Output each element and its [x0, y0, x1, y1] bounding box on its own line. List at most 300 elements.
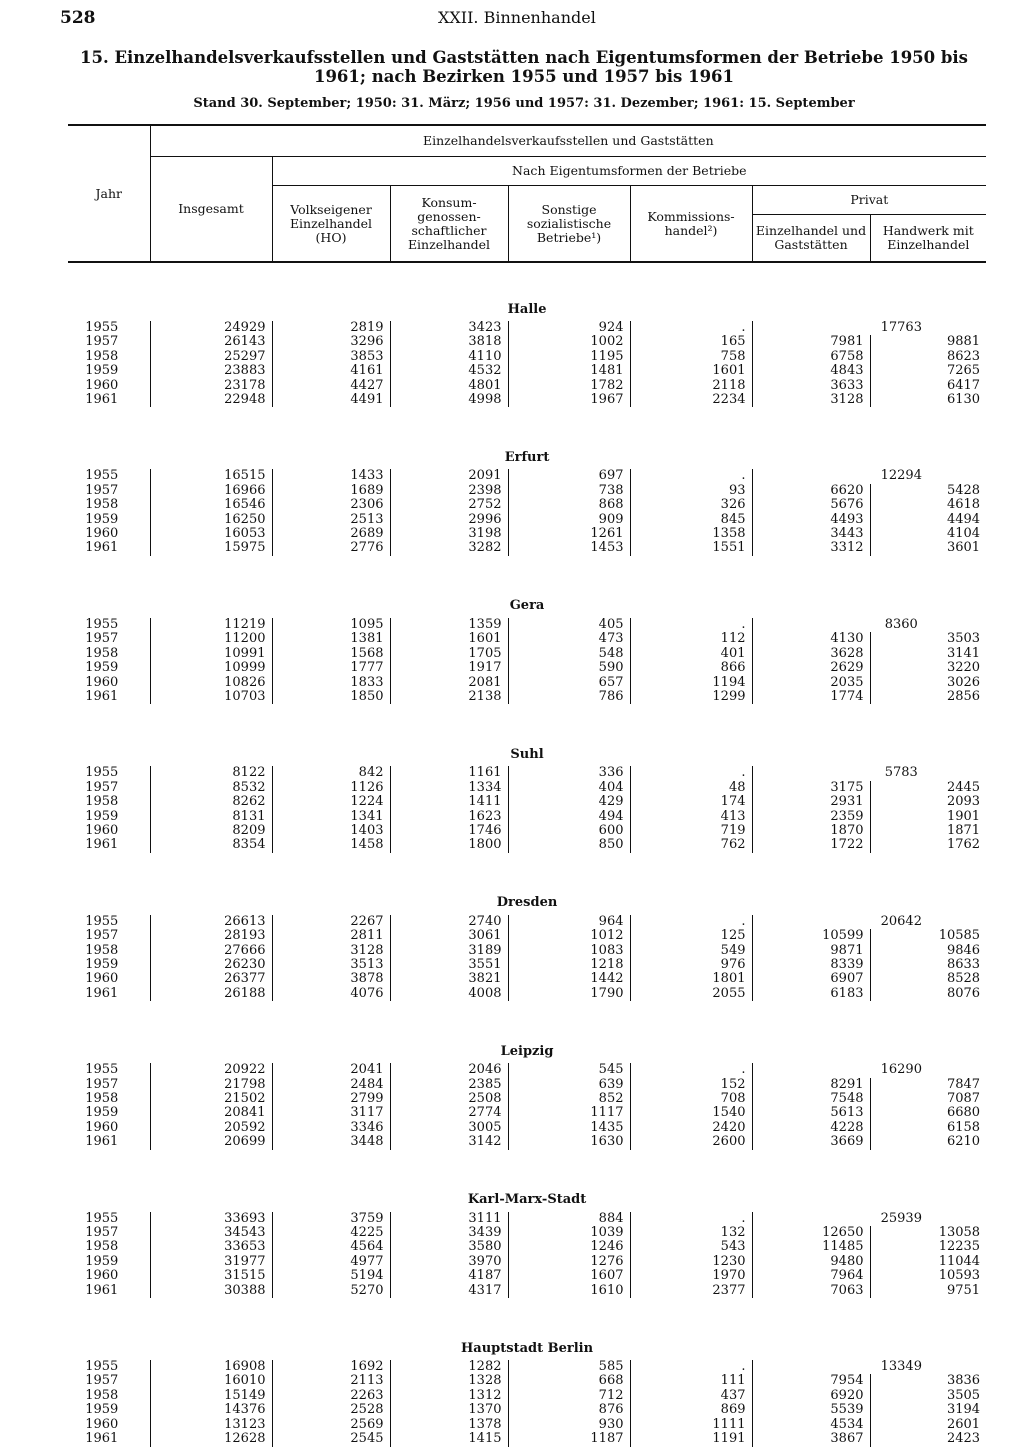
- cell-privat-einzelhandel: 8291: [752, 1078, 870, 1092]
- cell-kommission: 1551: [630, 541, 752, 555]
- cell-sozial: 404: [508, 781, 630, 795]
- header-sozial: Sonstige sozialistische Betriebe¹): [508, 186, 630, 263]
- cell-year: 1961: [85, 392, 119, 408]
- region-header-row: [68, 293, 986, 321]
- cell-sozial: 1039: [508, 1226, 630, 1240]
- table-row: [68, 335, 986, 349]
- statistics-table: [68, 124, 986, 1447]
- cell-year: 1958: [85, 497, 119, 513]
- cell-privat-einzelhandel: 8339: [752, 958, 870, 972]
- cell-privat-handwerk: 8623: [870, 350, 986, 364]
- cell-ho: 2263: [272, 1389, 390, 1403]
- cell-insgesamt: 10703: [150, 690, 272, 704]
- cell-year: 1955: [85, 913, 119, 929]
- cell-insgesamt: 20841: [150, 1106, 272, 1120]
- cell-insgesamt: 23178: [150, 379, 272, 393]
- header-group-privat: Privat: [752, 186, 986, 215]
- cell-privat-total: 16290: [752, 1063, 986, 1077]
- cell-konsum: 3551: [390, 958, 508, 972]
- table-row: [68, 541, 986, 555]
- cell-privat-handwerk: 1762: [870, 838, 986, 852]
- table-row: [68, 527, 986, 541]
- cell-kommission: 2234: [630, 393, 752, 407]
- cell-privat-handwerk: 12235: [870, 1240, 986, 1254]
- cell-privat-handwerk: 1901: [870, 810, 986, 824]
- table-row: [68, 350, 986, 364]
- cell-kommission: 2600: [630, 1135, 752, 1149]
- cell-ho: 1433: [272, 469, 390, 483]
- table-row: [68, 1063, 986, 1077]
- cell-sozial: 600: [508, 824, 630, 838]
- cell-ho: 1458: [272, 838, 390, 852]
- cell-insgesamt: 16010: [150, 1374, 272, 1388]
- cell-sozial: 868: [508, 498, 630, 512]
- table-title: 15. Einzelhandelsverkaufsstellen und Gaststätten nach Eigentumsformen der Betriebe 1950 bis 1961; nach Bezirken 1955 und 1957 bis 1961: [80, 48, 968, 86]
- cell-year: 1958: [85, 348, 119, 364]
- cell-kommission: 165: [630, 335, 752, 349]
- cell-kommission: 111: [630, 1374, 752, 1388]
- cell-sozial: 1782: [508, 379, 630, 393]
- cell-privat-handwerk: 7087: [870, 1092, 986, 1106]
- cell-konsum: 3970: [390, 1255, 508, 1269]
- cell-ho: 4977: [272, 1255, 390, 1269]
- cell-privat-total: 8360: [752, 618, 986, 632]
- cell-kommission: 869: [630, 1403, 752, 1417]
- cell-kommission: .: [630, 1360, 752, 1374]
- cell-insgesamt: 33693: [150, 1212, 272, 1226]
- cell-year: 1958: [85, 1239, 119, 1255]
- cell-konsum: 1359: [390, 618, 508, 632]
- cell-privat-total: 12294: [752, 469, 986, 483]
- cell-sozial: 1012: [508, 929, 630, 943]
- region-header-row: [68, 1332, 986, 1360]
- table-row: [68, 364, 986, 378]
- cell-year: 1957: [85, 482, 119, 498]
- cell-insgesamt: 26613: [150, 915, 272, 929]
- cell-konsum: 1623: [390, 810, 508, 824]
- cell-insgesamt: 26230: [150, 958, 272, 972]
- cell-privat-handwerk: 1871: [870, 824, 986, 838]
- cell-sozial: 1117: [508, 1106, 630, 1120]
- cell-privat-einzelhandel: 3628: [752, 647, 870, 661]
- cell-konsum: 4317: [390, 1284, 508, 1298]
- cell-kommission: 708: [630, 1092, 752, 1106]
- table-row: [68, 321, 986, 335]
- region-spacer: [68, 262, 986, 293]
- cell-insgesamt: 31515: [150, 1269, 272, 1283]
- header-jahr: Jahr: [68, 125, 150, 262]
- cell-ho: 3117: [272, 1106, 390, 1120]
- cell-kommission: 48: [630, 781, 752, 795]
- cell-konsum: 1705: [390, 647, 508, 661]
- cell-ho: 1777: [272, 661, 390, 675]
- cell-insgesamt: 20699: [150, 1135, 272, 1149]
- table-row: [68, 1092, 986, 1106]
- cell-year: 1960: [85, 526, 119, 542]
- cell-privat-einzelhandel: 3443: [752, 527, 870, 541]
- table-row: [68, 824, 986, 838]
- cell-sozial: 712: [508, 1389, 630, 1403]
- cell-konsum: 3061: [390, 929, 508, 943]
- cell-privat-einzelhandel: 10599: [752, 929, 870, 943]
- cell-privat-handwerk: 3503: [870, 632, 986, 646]
- cell-year: 1959: [85, 511, 119, 527]
- cell-privat-handwerk: 13058: [870, 1226, 986, 1240]
- cell-ho: 2811: [272, 929, 390, 943]
- table-row: [68, 469, 986, 483]
- cell-kommission: 1601: [630, 364, 752, 378]
- table-row: [68, 1403, 986, 1417]
- cell-insgesamt: 15975: [150, 541, 272, 555]
- cell-year: 1961: [85, 1282, 119, 1298]
- cell-kommission: 1299: [630, 690, 752, 704]
- cell-insgesamt: 26143: [150, 335, 272, 349]
- cell-ho: 1095: [272, 618, 390, 632]
- cell-kommission: 152: [630, 1078, 752, 1092]
- cell-insgesamt: 34543: [150, 1226, 272, 1240]
- cell-privat-handwerk: 9751: [870, 1284, 986, 1298]
- cell-privat-einzelhandel: 4843: [752, 364, 870, 378]
- cell-privat-einzelhandel: 2629: [752, 661, 870, 675]
- cell-konsum: 1282: [390, 1360, 508, 1374]
- cell-sozial: 1435: [508, 1121, 630, 1135]
- cell-sozial: 473: [508, 632, 630, 646]
- cell-konsum: 4532: [390, 364, 508, 378]
- cell-konsum: 3821: [390, 972, 508, 986]
- cell-year: 1957: [85, 779, 119, 795]
- cell-year: 1957: [85, 334, 119, 350]
- region-header-row: [68, 590, 986, 618]
- cell-ho: 5194: [272, 1269, 390, 1283]
- cell-sozial: 1453: [508, 541, 630, 555]
- cell-ho: 3878: [272, 972, 390, 986]
- cell-ho: 842: [272, 766, 390, 780]
- cell-year: 1960: [85, 822, 119, 838]
- cell-year: 1961: [85, 1431, 119, 1447]
- table-row: [68, 1078, 986, 1092]
- cell-year: 1959: [85, 660, 119, 676]
- cell-ho: 4161: [272, 364, 390, 378]
- cell-sozial: 1187: [508, 1432, 630, 1446]
- cell-ho: 2819: [272, 321, 390, 335]
- cell-konsum: 3142: [390, 1135, 508, 1149]
- header-insgesamt: Insgesamt: [150, 157, 272, 263]
- header-ho: Volkseigener Einzelhandel (HO): [272, 186, 390, 263]
- cell-sozial: 1002: [508, 335, 630, 349]
- cell-kommission: .: [630, 1063, 752, 1077]
- cell-privat-einzelhandel: 3128: [752, 393, 870, 407]
- cell-year: 1958: [85, 645, 119, 661]
- cell-ho: 1341: [272, 810, 390, 824]
- cell-year: 1960: [85, 1416, 119, 1432]
- cell-privat-handwerk: 5428: [870, 484, 986, 498]
- table-row: [68, 1106, 986, 1120]
- cell-privat-einzelhandel: 7063: [752, 1284, 870, 1298]
- cell-insgesamt: 16546: [150, 498, 272, 512]
- cell-privat-einzelhandel: 5539: [752, 1403, 870, 1417]
- cell-year: 1961: [85, 985, 119, 1001]
- cell-year: 1955: [85, 616, 119, 632]
- cell-insgesamt: 22948: [150, 393, 272, 407]
- header-group-main: Einzelhandelsverkaufsstellen und Gaststätten: [150, 125, 986, 157]
- cell-privat-einzelhandel: 4228: [752, 1121, 870, 1135]
- cell-privat-einzelhandel: 4493: [752, 513, 870, 527]
- cell-insgesamt: 16966: [150, 484, 272, 498]
- cell-kommission: .: [630, 618, 752, 632]
- table-row: [68, 1255, 986, 1269]
- table-row: [68, 1432, 986, 1446]
- table-row: [68, 647, 986, 661]
- cell-privat-handwerk: 3194: [870, 1403, 986, 1417]
- region-header-row: [68, 441, 986, 469]
- cell-konsum: 3111: [390, 1212, 508, 1226]
- cell-konsum: 4998: [390, 393, 508, 407]
- cell-privat-total: 25939: [752, 1212, 986, 1226]
- region-spacer: [68, 704, 986, 738]
- cell-privat-einzelhandel: 2035: [752, 676, 870, 690]
- cell-konsum: 1378: [390, 1418, 508, 1432]
- cell-sozial: 1630: [508, 1135, 630, 1149]
- cell-insgesamt: 10999: [150, 661, 272, 675]
- cell-privat-handwerk: 7265: [870, 364, 986, 378]
- table-row: [68, 1269, 986, 1283]
- cell-ho: 1224: [272, 795, 390, 809]
- cell-konsum: 2774: [390, 1106, 508, 1120]
- cell-sozial: 1218: [508, 958, 630, 972]
- cell-ho: 4427: [272, 379, 390, 393]
- cell-konsum: 4008: [390, 987, 508, 1001]
- cell-kommission: .: [630, 915, 752, 929]
- cell-insgesamt: 13123: [150, 1418, 272, 1432]
- table-row: [68, 766, 986, 780]
- cell-konsum: 1334: [390, 781, 508, 795]
- table-row: [68, 781, 986, 795]
- table-row: [68, 1226, 986, 1240]
- header-konsum: Konsum-genossen-schaftlicher Einzelhandel: [390, 186, 508, 263]
- cell-year: 1961: [85, 837, 119, 853]
- cell-ho: 2484: [272, 1078, 390, 1092]
- cell-ho: 1850: [272, 690, 390, 704]
- cell-privat-handwerk: 2445: [870, 781, 986, 795]
- cell-kommission: 976: [630, 958, 752, 972]
- cell-privat-handwerk: 2423: [870, 1432, 986, 1446]
- cell-insgesamt: 8122: [150, 766, 272, 780]
- cell-ho: 2113: [272, 1374, 390, 1388]
- cell-insgesamt: 10826: [150, 676, 272, 690]
- cell-privat-einzelhandel: 6920: [752, 1389, 870, 1403]
- cell-privat-handwerk: 3220: [870, 661, 986, 675]
- cell-konsum: 3005: [390, 1121, 508, 1135]
- cell-kommission: 326: [630, 498, 752, 512]
- cell-year: 1959: [85, 1402, 119, 1418]
- cell-insgesamt: 8209: [150, 824, 272, 838]
- cell-privat-handwerk: 8633: [870, 958, 986, 972]
- cell-privat-total: 17763: [752, 321, 986, 335]
- cell-privat-handwerk: 10585: [870, 929, 986, 943]
- cell-sozial: 909: [508, 513, 630, 527]
- cell-privat-einzelhandel: 9480: [752, 1255, 870, 1269]
- cell-konsum: 1746: [390, 824, 508, 838]
- cell-kommission: 1111: [630, 1418, 752, 1432]
- cell-insgesamt: 31977: [150, 1255, 272, 1269]
- cell-sozial: 697: [508, 469, 630, 483]
- table-row: [68, 1360, 986, 1374]
- cell-sozial: 585: [508, 1360, 630, 1374]
- cell-privat-handwerk: 4104: [870, 527, 986, 541]
- cell-privat-einzelhandel: 6183: [752, 987, 870, 1001]
- cell-privat-einzelhandel: 3312: [752, 541, 870, 555]
- cell-insgesamt: 27666: [150, 944, 272, 958]
- cell-konsum: 2091: [390, 469, 508, 483]
- region-spacer: [68, 556, 986, 590]
- cell-privat-handwerk: 6130: [870, 393, 986, 407]
- cell-insgesamt: 20922: [150, 1063, 272, 1077]
- section-title: XXII. Binnenhandel: [438, 8, 596, 27]
- table-row: [68, 661, 986, 675]
- cell-ho: 2545: [272, 1432, 390, 1446]
- cell-year: 1958: [85, 1091, 119, 1106]
- table-row: [68, 1121, 986, 1135]
- cell-year: 1955: [85, 1359, 119, 1375]
- cell-sozial: 429: [508, 795, 630, 809]
- cell-sozial: 1246: [508, 1240, 630, 1254]
- table-row: [68, 929, 986, 943]
- table-row: [68, 958, 986, 972]
- table-row: [68, 987, 986, 1001]
- cell-konsum: 1917: [390, 661, 508, 675]
- cell-privat-handwerk: 4618: [870, 498, 986, 512]
- cell-insgesamt: 30388: [150, 1284, 272, 1298]
- cell-insgesamt: 8131: [150, 810, 272, 824]
- cell-year: 1960: [85, 1268, 119, 1284]
- cell-kommission: 2118: [630, 379, 752, 393]
- cell-sozial: 850: [508, 838, 630, 852]
- cell-privat-handwerk: 3141: [870, 647, 986, 661]
- cell-ho: 1403: [272, 824, 390, 838]
- cell-sozial: 336: [508, 766, 630, 780]
- table-header: [68, 125, 986, 262]
- region-name: Halle: [507, 301, 547, 317]
- cell-privat-handwerk: 7847: [870, 1078, 986, 1092]
- cell-insgesamt: 25297: [150, 350, 272, 364]
- table-row: [68, 838, 986, 852]
- cell-privat-einzelhandel: 6758: [752, 350, 870, 364]
- cell-privat-einzelhandel: 3175: [752, 781, 870, 795]
- cell-privat-einzelhandel: 1774: [752, 690, 870, 704]
- cell-privat-einzelhandel: 3669: [752, 1135, 870, 1149]
- cell-year: 1955: [85, 1210, 119, 1226]
- cell-konsum: 3818: [390, 335, 508, 349]
- table-row: [68, 944, 986, 958]
- cell-insgesamt: 10991: [150, 647, 272, 661]
- table-row: [68, 915, 986, 929]
- cell-privat-total: 5783: [752, 766, 986, 780]
- cell-sozial: 930: [508, 1418, 630, 1432]
- cell-sozial: 1481: [508, 364, 630, 378]
- cell-sozial: 657: [508, 676, 630, 690]
- cell-konsum: 1411: [390, 795, 508, 809]
- cell-year: 1960: [85, 971, 119, 987]
- cell-privat-handwerk: 2856: [870, 690, 986, 704]
- cell-year: 1957: [85, 1373, 119, 1389]
- cell-kommission: 1801: [630, 972, 752, 986]
- cell-kommission: 112: [630, 632, 752, 646]
- cell-insgesamt: 20592: [150, 1121, 272, 1135]
- cell-privat-handwerk: 2093: [870, 795, 986, 809]
- cell-ho: 4076: [272, 987, 390, 1001]
- cell-privat-handwerk: 11044: [870, 1255, 986, 1269]
- cell-year: 1958: [85, 942, 119, 958]
- cell-year: 1959: [85, 1253, 119, 1269]
- cell-kommission: 174: [630, 795, 752, 809]
- region-name: Erfurt: [504, 450, 550, 466]
- table-row: [68, 1284, 986, 1298]
- cell-year: 1959: [85, 956, 119, 972]
- cell-privat-handwerk: 3505: [870, 1389, 986, 1403]
- cell-ho: 2776: [272, 541, 390, 555]
- table-row: [68, 1389, 986, 1403]
- cell-sozial: 1195: [508, 350, 630, 364]
- cell-konsum: 2752: [390, 498, 508, 512]
- cell-year: 1960: [85, 1119, 119, 1135]
- table-body: [68, 262, 986, 1447]
- cell-privat-handwerk: 9846: [870, 944, 986, 958]
- cell-ho: 1126: [272, 781, 390, 795]
- cell-kommission: 1191: [630, 1432, 752, 1446]
- cell-konsum: 3189: [390, 944, 508, 958]
- cell-sozial: 545: [508, 1063, 630, 1077]
- cell-privat-einzelhandel: 11485: [752, 1240, 870, 1254]
- cell-year: 1955: [85, 765, 119, 781]
- cell-insgesamt: 28193: [150, 929, 272, 943]
- cell-privat-handwerk: 6417: [870, 379, 986, 393]
- cell-sozial: 1610: [508, 1284, 630, 1298]
- cell-privat-handwerk: 8528: [870, 972, 986, 986]
- cell-privat-einzelhandel: 4130: [752, 632, 870, 646]
- cell-privat-handwerk: 3026: [870, 676, 986, 690]
- cell-ho: 2689: [272, 527, 390, 541]
- cell-sozial: 884: [508, 1212, 630, 1226]
- running-header: [60, 8, 990, 32]
- cell-year: 1955: [85, 320, 119, 335]
- cell-konsum: 2046: [390, 1063, 508, 1077]
- cell-ho: 3128: [272, 944, 390, 958]
- cell-kommission: 2055: [630, 987, 752, 1001]
- region-name: Gera: [509, 598, 545, 614]
- cell-privat-handwerk: 4494: [870, 513, 986, 527]
- table-row: [68, 1135, 986, 1149]
- cell-konsum: 2740: [390, 915, 508, 929]
- cell-sozial: 590: [508, 661, 630, 675]
- region-name: Suhl: [510, 746, 544, 762]
- cell-insgesamt: 23883: [150, 364, 272, 378]
- header-privat-einzelhandel: Einzelhandel und Gaststätten: [752, 215, 870, 263]
- cell-konsum: 4187: [390, 1269, 508, 1283]
- cell-insgesamt: 16053: [150, 527, 272, 541]
- table-row: [68, 513, 986, 527]
- cell-kommission: .: [630, 321, 752, 335]
- cell-ho: 4225: [272, 1226, 390, 1240]
- cell-konsum: 3580: [390, 1240, 508, 1254]
- table-row: [68, 498, 986, 512]
- table-row: [68, 379, 986, 393]
- cell-year: 1957: [85, 1076, 119, 1092]
- cell-insgesamt: 8354: [150, 838, 272, 852]
- cell-ho: 4491: [272, 393, 390, 407]
- cell-kommission: 1970: [630, 1269, 752, 1283]
- cell-year: 1957: [85, 1225, 119, 1241]
- cell-kommission: 413: [630, 810, 752, 824]
